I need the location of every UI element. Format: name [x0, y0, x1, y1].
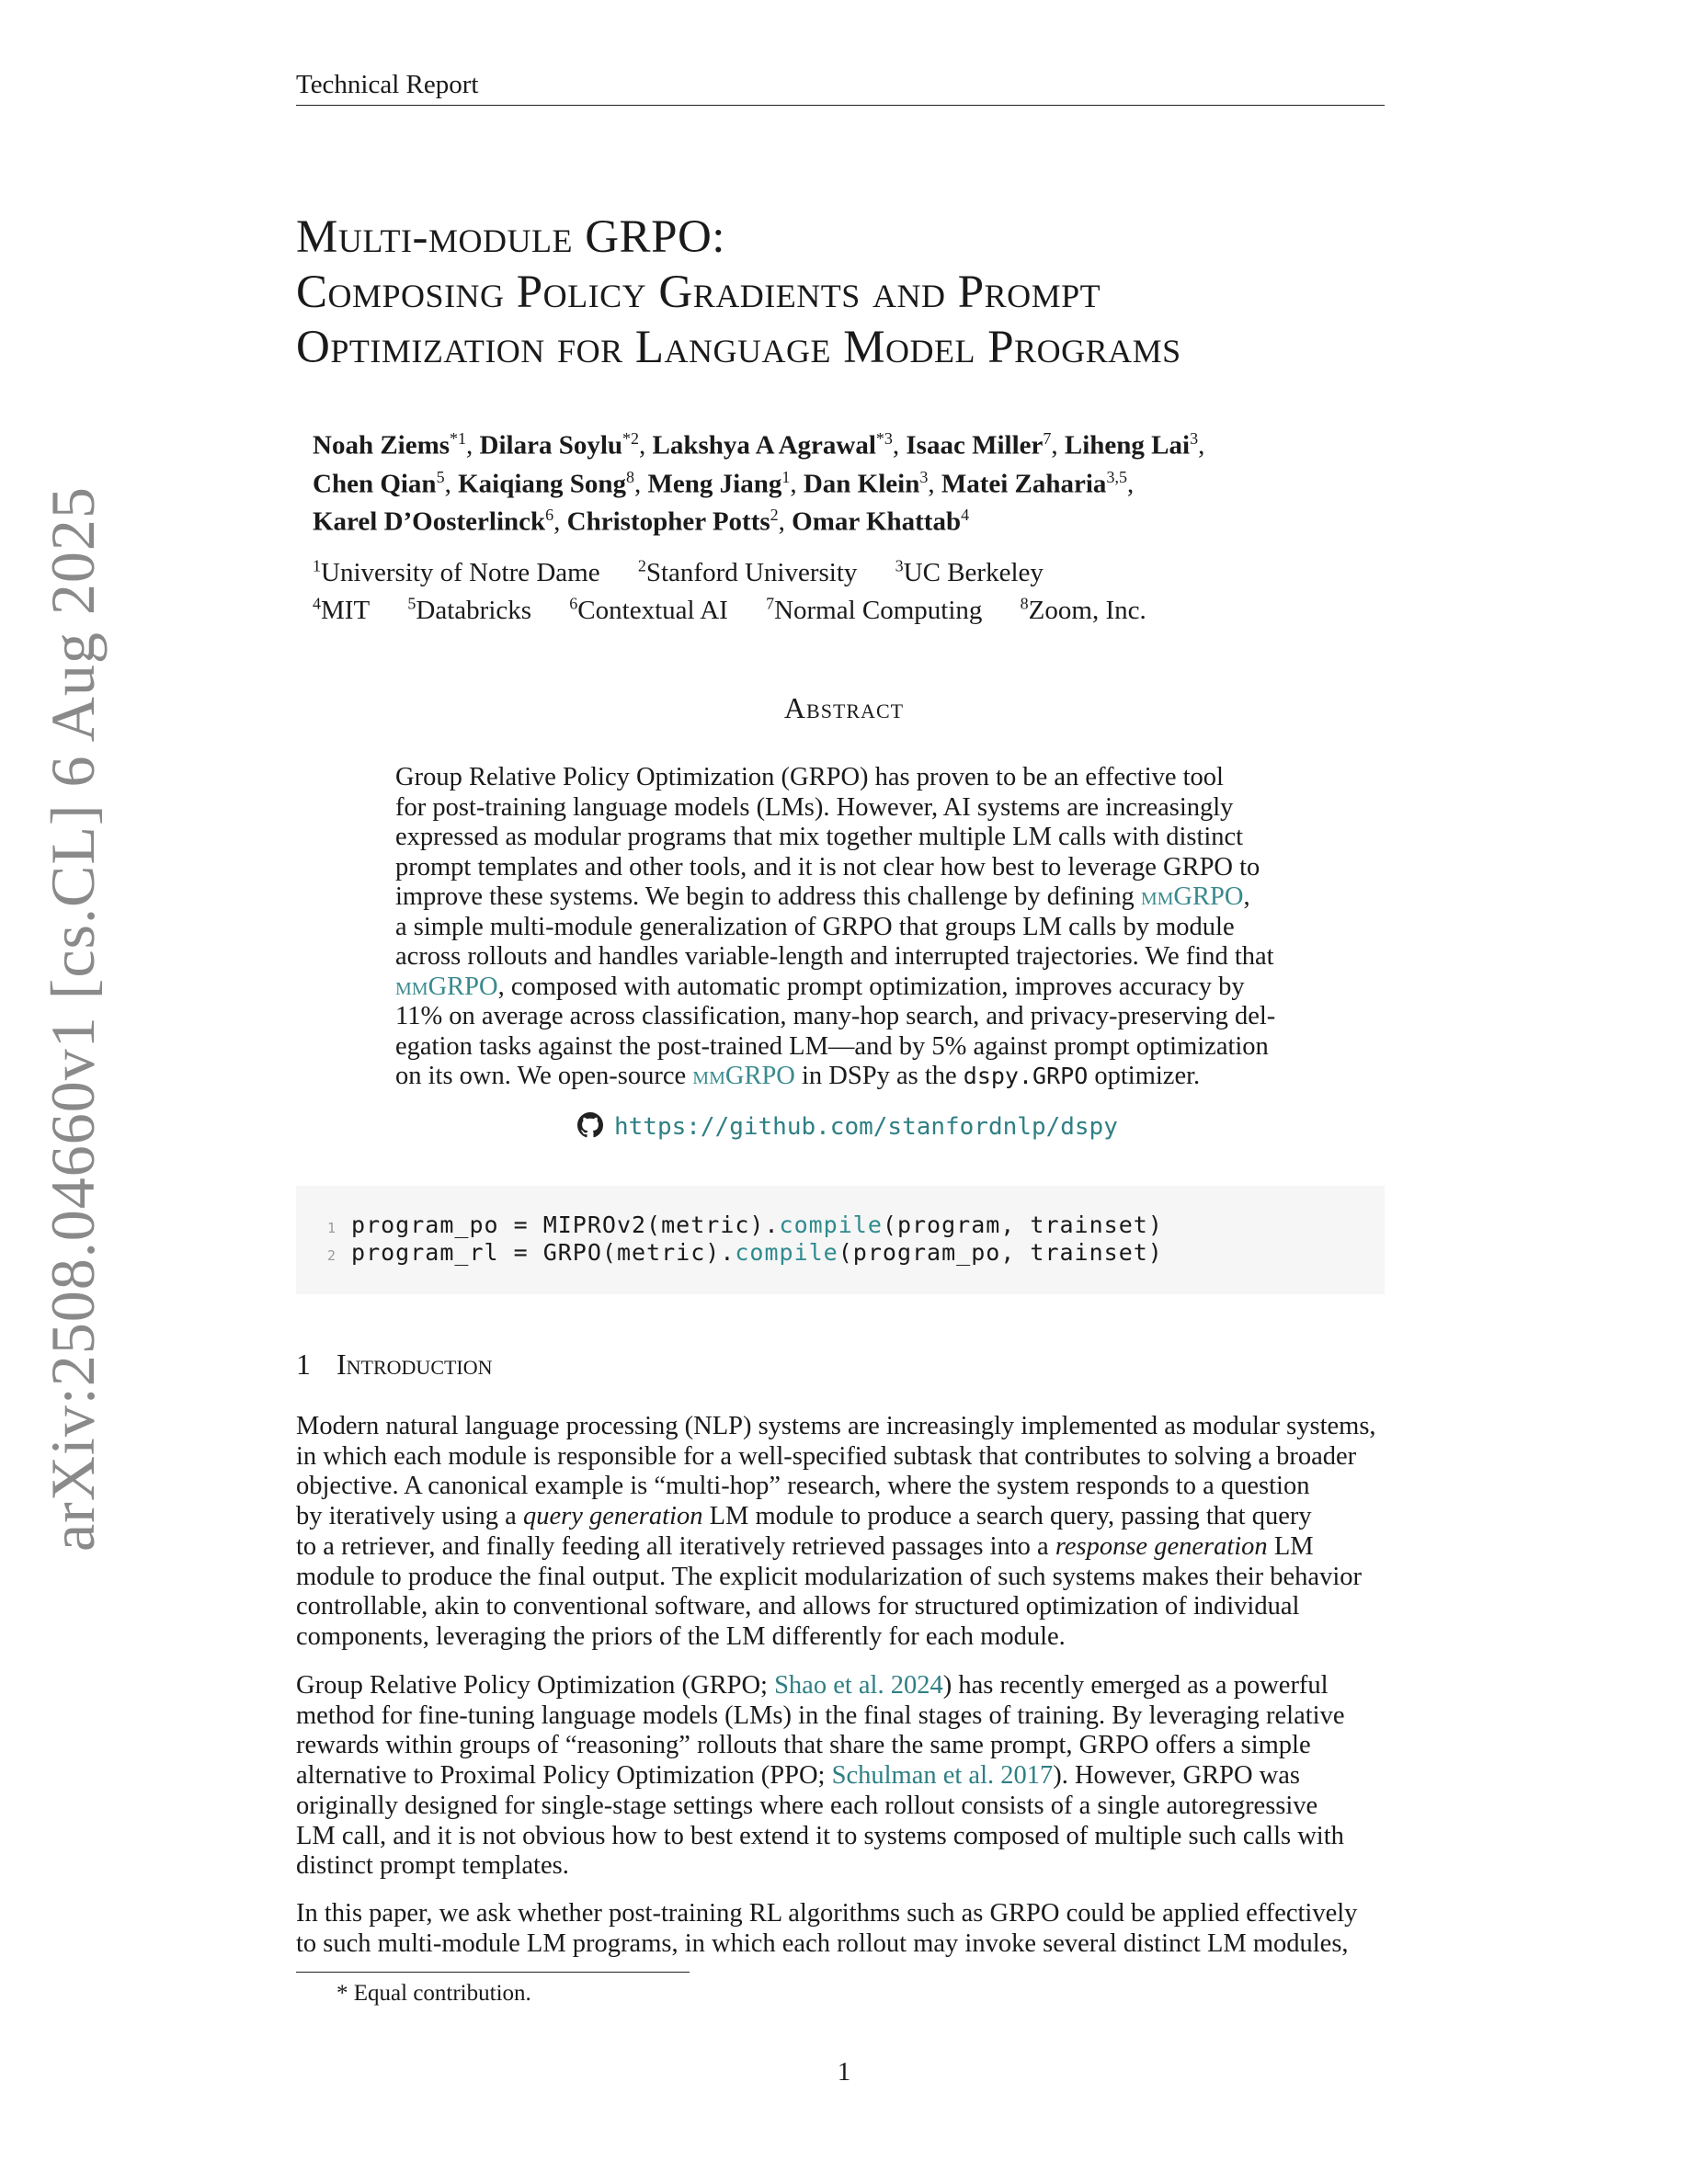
abstract-text: optimizer. [1088, 1062, 1201, 1090]
header-rule [296, 105, 1385, 106]
abstract-line: across rollouts and handles variable-length and interrupted trajectories. We find that [395, 942, 1274, 971]
para-text: to a retriever, and finally feeding all iteratively retrieved passages into a [296, 1531, 1055, 1561]
author-name: Omar Khattab [792, 506, 962, 537]
mmgrpo-link[interactable]: mmGRPO [692, 1062, 795, 1090]
abstract-line: prompt templates and other tools, and it is not clear how best to leverage GRPO to [395, 852, 1260, 882]
code-text: program_rl = GRPO(metric). [351, 1239, 736, 1266]
abstract-text: , composed with automatic prompt optimization, improves accuracy by [497, 972, 1245, 1001]
github-icon [577, 1112, 603, 1138]
affiliation-marker: 2 [637, 556, 646, 574]
affiliation-marker: 5 [407, 594, 416, 613]
paper-title [296, 210, 1445, 375]
author-name: Meng Jiang [647, 469, 782, 499]
para-text: ) has recently emerged as a powerful [942, 1671, 1329, 1700]
para-line: objective. A canonical example is “multi-hop” research, where the system responds to a question [296, 1472, 1310, 1501]
para-emphasis: response generation [1055, 1531, 1268, 1561]
author-name: Dan Klein [803, 469, 920, 499]
abstract-line: 11% on average across classification, many-hop search, and privacy-preserving del- [395, 1002, 1276, 1030]
author-marker: *2 [622, 429, 640, 448]
para-text: ). However, GRPO was [1053, 1761, 1301, 1791]
abstract-line: a simple multi-module generalization of GRPO that groups LM calls by module [395, 912, 1235, 941]
para-text: alternative to Proximal Policy Optimization (PPO; [296, 1761, 832, 1791]
author-name: Isaac Miller [906, 430, 1044, 461]
repo-url[interactable]: https://github.com/stanfordnlp/dspy [614, 1113, 1118, 1141]
mmgrpo-link[interactable]: mmGRPO [395, 972, 498, 1001]
section-heading [296, 1348, 493, 1382]
affiliation-marker: 6 [569, 594, 578, 613]
code-text: program_po = MIPROv2(metric). [351, 1211, 780, 1238]
author-name: Christopher Potts [566, 506, 770, 537]
abstract-line: for post-training language models (LMs). However, AI systems are increasingly [395, 792, 1234, 822]
affiliation-marker: 7 [766, 594, 775, 613]
title-line: Optimization for Language Model Programs [296, 322, 1181, 373]
para-line [296, 1671, 1385, 1701]
affiliation-name: Databricks [416, 596, 532, 626]
para-line: distinct prompt templates. [296, 1851, 569, 1881]
abstract-heading: Abstract [783, 691, 905, 724]
author-marker: 4 [961, 506, 970, 525]
para-emphasis: query generation [522, 1502, 703, 1531]
author-line: Karel D’Oosterlinck$^6$, Christopher Potts$^2$, Omar Khattab$^4$ [313, 506, 970, 537]
affiliation-line [313, 550, 1178, 588]
abstract-line: Group Relative Policy Optimization (GRPO) has proven to be an effective tool [395, 763, 1224, 791]
abstract-line [395, 1062, 1287, 1092]
para-line: components, leveraging the priors of the LM differently for each module. [296, 1621, 1066, 1651]
code-line [327, 1239, 1163, 1266]
affiliation-name: MIT [321, 596, 371, 626]
author-marker: *1 [450, 429, 467, 448]
para-line: LM call, and it is not obvious how to best extend it to systems composed of multiple such calls with [296, 1821, 1344, 1850]
para-line: rewards within groups of “reasoning” rollouts that share the same prompt, GRPO offers a simple [296, 1731, 1311, 1760]
affiliation-name: Stanford University [645, 557, 858, 587]
author-marker: 3 [1190, 429, 1199, 448]
abstract-line [395, 882, 1287, 913]
footnote: * Equal contribution. [336, 1981, 531, 2006]
affiliation-line [313, 588, 1178, 627]
para-line: method for fine-tuning language models (LMs) in the final stages of training. By leveraging relative [296, 1701, 1345, 1730]
para-line: in which each module is responsible for a well-specified subtask that contributes to solving a broader [296, 1441, 1357, 1471]
citation-link[interactable]: Shao et al. 2024 [774, 1671, 943, 1700]
author-marker: *3 [875, 429, 893, 448]
citation-link[interactable]: Schulman et al. 2017 [831, 1761, 1054, 1791]
line-number: 1 [327, 1220, 337, 1236]
affiliation-marker: 3 [895, 556, 904, 574]
inline-code: dspy.GRPO [963, 1063, 1089, 1089]
author-marker: 7 [1043, 429, 1052, 448]
footnote-rule [296, 1972, 690, 1973]
para-line [296, 1502, 1385, 1532]
author-name: Kaiqiang Song [458, 469, 627, 499]
author-line: Noah Ziems$^{*1}$, Dilara Soylu$^{*2}$, Lakshya A Agrawal$^{*3}$, Isaac Miller$^7$, Liheng Lai$^3$, [313, 429, 1205, 461]
affiliation-name: Contextual AI [577, 596, 728, 626]
affiliation-marker: 1 [313, 556, 321, 574]
abstract-text: in DSPy as the [794, 1062, 964, 1090]
arxiv-stamp: arXiv:2508.04660v1 [cs.CL] 6 Aug 2025 [38, 486, 108, 1552]
para-line: originally designed for single-stage settings where each rollout consists of a single autoregressive [296, 1791, 1318, 1820]
abstract-text: improve these systems. We begin to address this challenge by defining [395, 882, 1141, 911]
title-line: Composing Policy Gradients and Prompt [296, 267, 1101, 318]
code-listing [296, 1186, 1385, 1294]
author-name: Karel D’Oosterlinck [313, 506, 546, 537]
author-marker: 2 [770, 506, 779, 525]
para-line [296, 1532, 1385, 1563]
mmgrpo-link[interactable]: mmGRPO [1140, 882, 1244, 911]
abstract-text: , [1243, 882, 1250, 911]
code-text: (program, trainset) [882, 1211, 1163, 1238]
affiliations [313, 550, 1178, 626]
para-line [296, 1761, 1385, 1792]
page-number: 1 [837, 2057, 851, 2087]
author-marker: 3,5 [1106, 467, 1127, 486]
section-title: Introduction [336, 1348, 493, 1381]
abstract-line: egation tasks against the post-trained LM—and by 5% against prompt optimization [395, 1031, 1269, 1061]
paragraph [296, 1899, 1385, 1959]
section-number: 1 [296, 1348, 311, 1381]
author-name: Liheng Lai [1064, 430, 1191, 461]
para-text: LM [1267, 1531, 1314, 1561]
title-line: Multi-module GRPO: [296, 211, 725, 263]
para-text: Group Relative Policy Optimization (GRPO; [296, 1671, 775, 1700]
line-number: 2 [327, 1247, 337, 1264]
para-line: module to produce the final output. The explicit modularization of such systems makes their behavior [296, 1562, 1362, 1591]
affiliation-name: UC Berkeley [903, 557, 1044, 587]
author-marker: 3 [919, 467, 929, 486]
para-line: controllable, akin to conventional software, and allows for structured optimization of individual [296, 1592, 1300, 1621]
abstract-text: on its own. We open-source [395, 1062, 693, 1090]
abstract-line: expressed as modular programs that mix together multiple LM calls with distinct [395, 823, 1244, 851]
abstract-body [395, 763, 1287, 1092]
abstract-line [395, 973, 1287, 1003]
author-marker: 8 [626, 467, 635, 486]
author-marker: 1 [781, 467, 791, 486]
author-name: Matei Zaharia [941, 469, 1107, 499]
author-name: Chen Qian [313, 469, 437, 499]
author-list [313, 423, 1204, 538]
para-line: Modern natural language processing (NLP) systems are increasingly implemented as modular systems, [296, 1412, 1376, 1440]
affiliation-marker: 8 [1020, 594, 1029, 613]
code-line [327, 1211, 1163, 1238]
affiliation-name: Normal Computing [774, 596, 983, 626]
affiliation-marker: 4 [313, 594, 321, 613]
para-text: by iteratively using a [296, 1502, 523, 1531]
author-marker: 6 [545, 506, 554, 525]
code-function: compile [779, 1211, 883, 1238]
author-name: Dilara Soylu [479, 430, 623, 461]
author-marker: 5 [436, 467, 445, 486]
code-function: compile [735, 1239, 838, 1266]
repo-link-row[interactable] [577, 1112, 1118, 1141]
affiliation-name: Zoom, Inc. [1028, 596, 1146, 626]
para-text: LM module to produce a search query, passing that query [702, 1502, 1312, 1531]
author-name: Noah Ziems [313, 430, 451, 461]
para-line: In this paper, we ask whether post-training RL algorithms such as GRPO could be applied effectively [296, 1899, 1358, 1928]
para-line: to such multi-module LM programs, in which each rollout may invoke several distinct LM modules, [296, 1928, 1349, 1958]
paragraph [296, 1412, 1385, 1653]
author-line: Chen Qian$^5$, Kaiqiang Song$^8$, Meng Jiang$^1$, Dan Klein$^3$, Matei Zaharia$^{3,5}$, [313, 467, 1135, 499]
code-text: (program_po, trainset) [838, 1239, 1163, 1266]
paragraph [296, 1671, 1385, 1882]
running-header: Technical Report [296, 70, 479, 99]
author-name: Lakshya A Agrawal [652, 430, 876, 461]
affiliation-name: University of Notre Dame [321, 557, 600, 587]
